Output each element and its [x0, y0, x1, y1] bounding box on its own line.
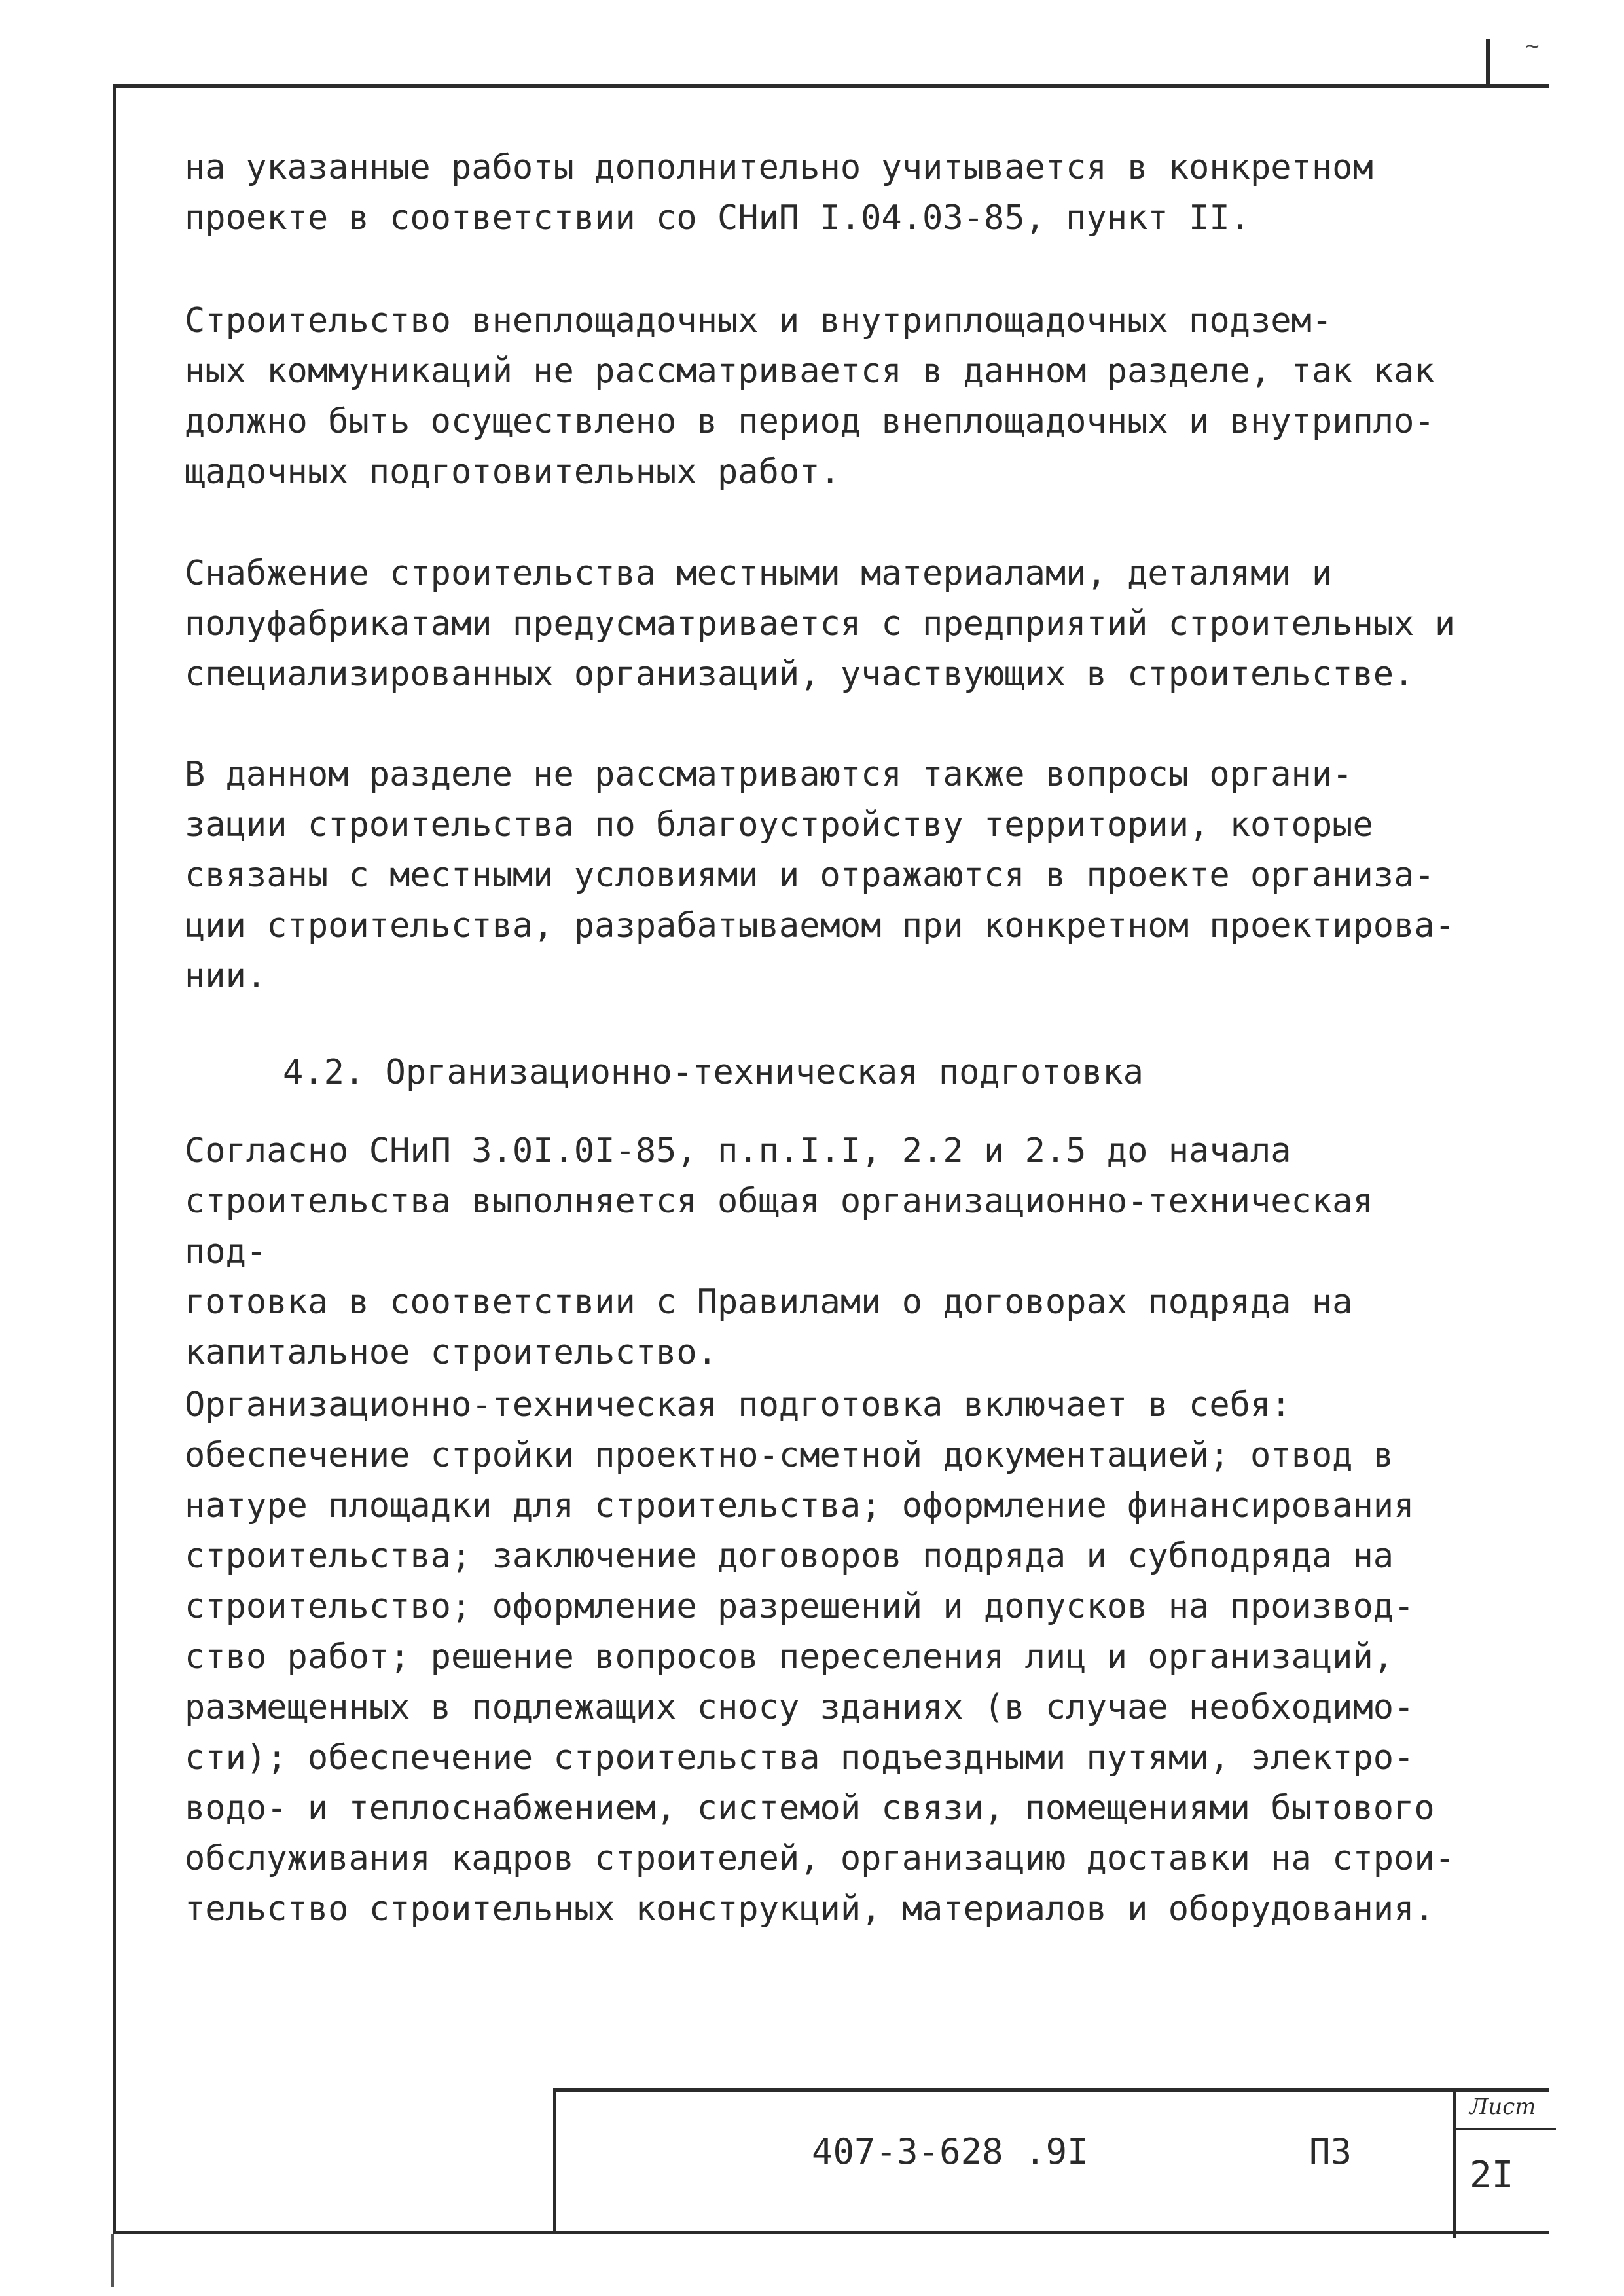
paragraph-preparation-list: Организационно-техническая подготовка включает в себя: обеспечение стройки проектно-сметной документацией; отвод в натуре площадки для строительства; оформление финансирования строительства; заключение договоров подряда и субподряда на строительство; оформление разрешений и допусков на производ- ство работ; решение вопросов переселения лиц и организаций, размещенных в подлежащих сносу зданиях (в случае необходимо- сти); обеспечение строительства подъездными путями, электро- водо- и теплоснабжением, системой связи, помещениями бытового обслуживания кадров строителей, организацию доставки на строи- тельство строительных конструкций, материалов и оборудования. [185, 1385, 1456, 1929]
document-number: 407-3-628 .9I [812, 2131, 1089, 2172]
frame-corner-tick [1486, 39, 1490, 85]
sheet-label: Лист [1470, 2094, 1536, 2120]
document-code: ПЗ [1309, 2131, 1352, 2172]
sheet-number: 2I [1470, 2154, 1514, 2196]
paragraph-continuation: на указанные работы дополнительно учитывается в конкретном проекте в соответствии со СНиП I.04.03-85, пункт II. [185, 148, 1373, 238]
corner-mark: ~ [1525, 33, 1540, 60]
paragraph-supply: Снабжение строительства местными материалами, деталями и полуфабрикатами предусматривается с предприятий строительных и специализированных организаций, участвующих в строительстве. [185, 554, 1456, 694]
paragraph-landscaping: В данном разделе не рассматриваются также вопросы органи- зации строительства по благоустройству территории, которые связаны с местными условиями и отражаются в проекте организа- ции строительства, разрабатываемом при конкретном проектирова- нии. [185, 755, 1456, 996]
paragraph-snip-reference: Согласно СНиП 3.0I.0I-85, п.п.I.I, 2.2 и 2.5 до начала строительства выполняется общая организационно-техническая под- готовка в соответствии с Правилами о договорах подряда на капитальное строительство. [185, 1131, 1373, 1372]
section-heading: 4.2. Организационно-техническая подготовка [283, 1053, 1144, 1092]
title-block [553, 2088, 1549, 2234]
binding-edge [111, 2234, 114, 2287]
sheet-divider [1456, 2128, 1556, 2130]
paragraph-utilities: Строительство внеплощадочных и внутриплощадочных подзем- ных коммуникаций не рассматривается в данном разделе, так как должно быть осуществлено в период внеплощадочных и внутрипло- щадочных подготовительных работ. [185, 301, 1435, 492]
sheet-cell [1453, 2088, 1556, 2238]
